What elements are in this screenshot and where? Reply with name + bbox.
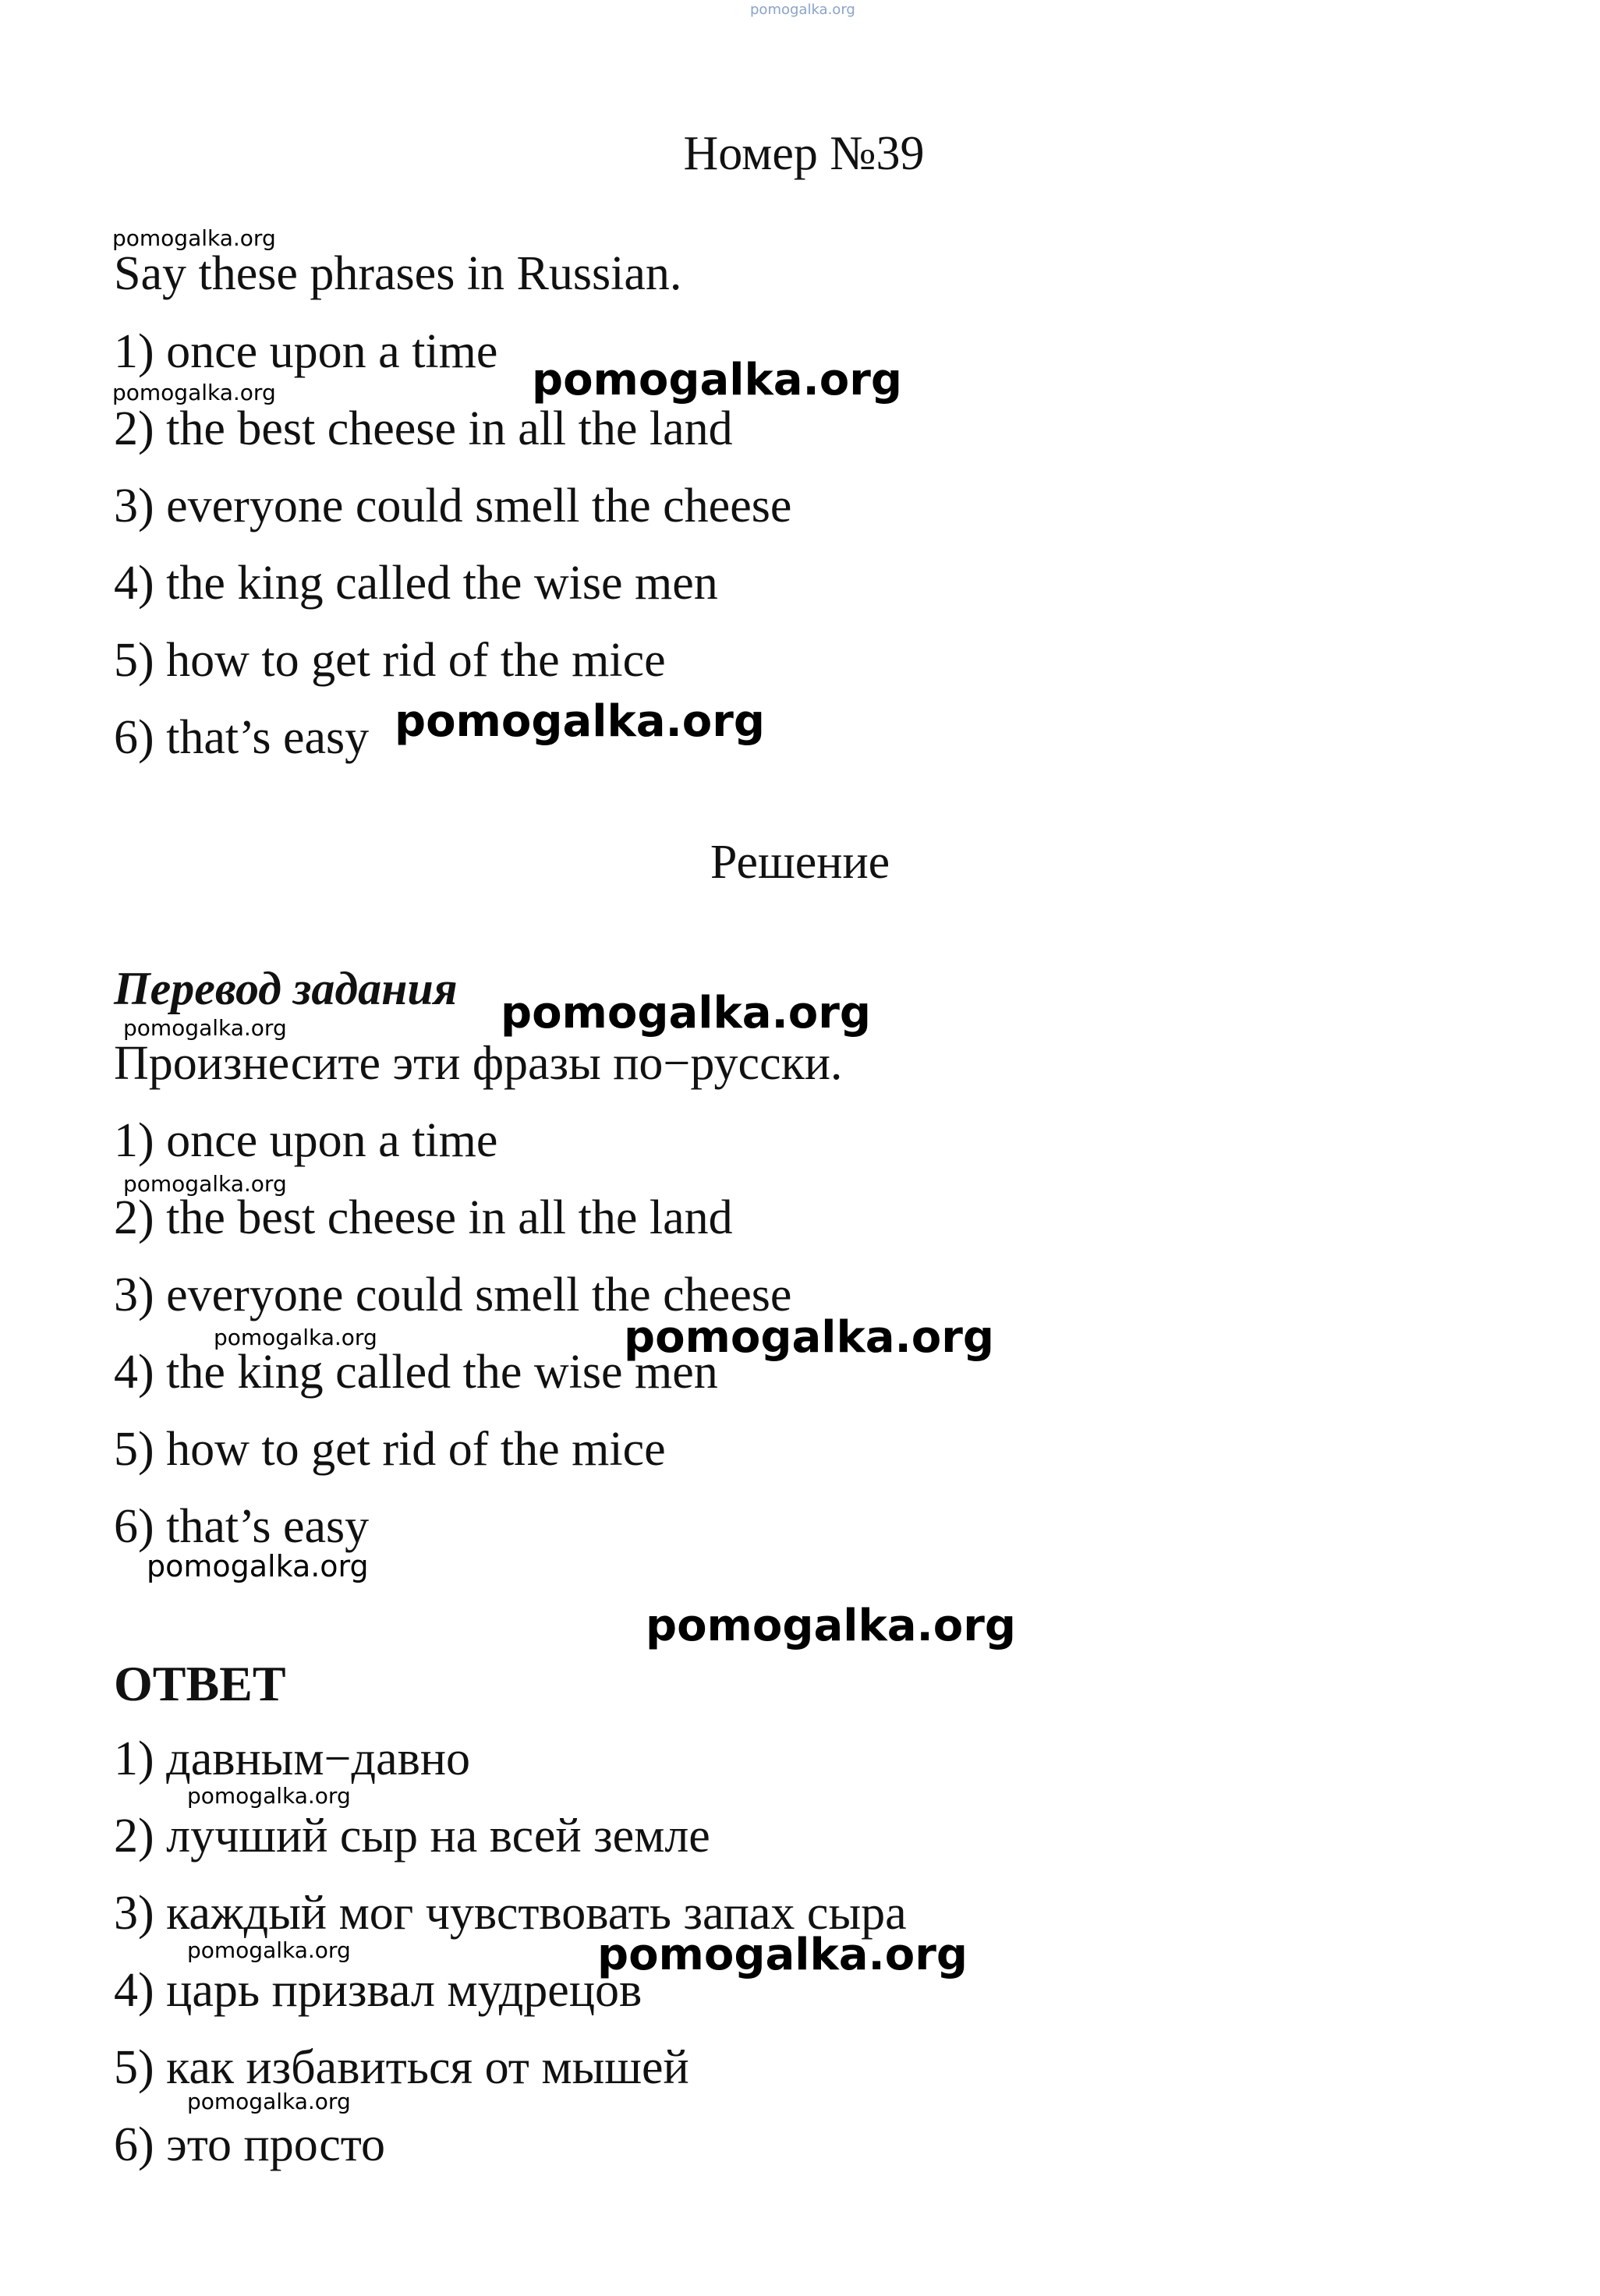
top-watermark: pomogalka.org	[750, 2, 855, 18]
page-title: Номер №39	[683, 127, 925, 180]
watermark-text: pomogalka.org	[214, 1325, 377, 1350]
translation-heading: Перевод задания	[114, 963, 458, 1014]
watermark-text: pomogalka.org	[597, 1930, 968, 1980]
watermark-text: pomogalka.org	[646, 1601, 1016, 1651]
watermark-text: pomogalka.org	[147, 1549, 369, 1583]
task-item: 3) everyone could smell the cheese	[114, 479, 792, 532]
watermark-text: pomogalka.org	[112, 225, 276, 251]
translation-item: 6) that’s easy	[114, 1500, 370, 1553]
answer-item: 1) давным−давно	[114, 1732, 471, 1785]
translation-item: 2) the best cheese in all the land	[114, 1191, 733, 1244]
task-item: 1) once upon a time	[114, 325, 498, 378]
task-item: 4) the king called the wise men	[114, 557, 718, 610]
watermark-text: pomogalka.org	[501, 988, 871, 1038]
task-item: 5) how to get rid of the mice	[114, 634, 666, 687]
answer-item: 6) это просто	[114, 2118, 386, 2171]
answer-item: 2) лучший сыр на всей земле	[114, 1810, 710, 1863]
watermark-text: pomogalka.org	[187, 1783, 351, 1809]
translation-item: 4) the king called the wise men	[114, 1346, 718, 1399]
translation-item: 1) once upon a time	[114, 1114, 498, 1167]
answer-heading: ОТВЕТ	[114, 1656, 286, 1711]
task-item: 6) that’s easy	[114, 711, 370, 764]
answer-item: 5) как избавиться от мышей	[114, 2041, 689, 2094]
task-item: 2) the best cheese in all the land	[114, 402, 733, 455]
answer-item: 4) царь призвал мудрецов	[114, 1964, 642, 2017]
watermark-text: pomogalka.org	[187, 2089, 351, 2114]
translation-item: 3) everyone could smell the cheese	[114, 1268, 792, 1321]
watermark-text: pomogalka.org	[112, 380, 276, 405]
watermark-text: pomogalka.org	[395, 696, 765, 747]
task-instruction: Say these phrases in Russian.	[114, 247, 682, 300]
watermark-text: pomogalka.org	[123, 1015, 287, 1041]
translation-item: 5) how to get rid of the mice	[114, 1423, 666, 1476]
watermark-text: pomogalka.org	[532, 355, 902, 405]
watermark-text: pomogalka.org	[624, 1312, 994, 1363]
watermark-text: pomogalka.org	[123, 1171, 287, 1197]
watermark-text: pomogalka.org	[187, 1937, 351, 1963]
answer-item: 3) каждый мог чувствовать запах сыра	[114, 1887, 907, 1940]
solution-label: Решение	[710, 836, 890, 889]
translation-instruction: Произнесите эти фразы по−русски.	[114, 1037, 843, 1090]
